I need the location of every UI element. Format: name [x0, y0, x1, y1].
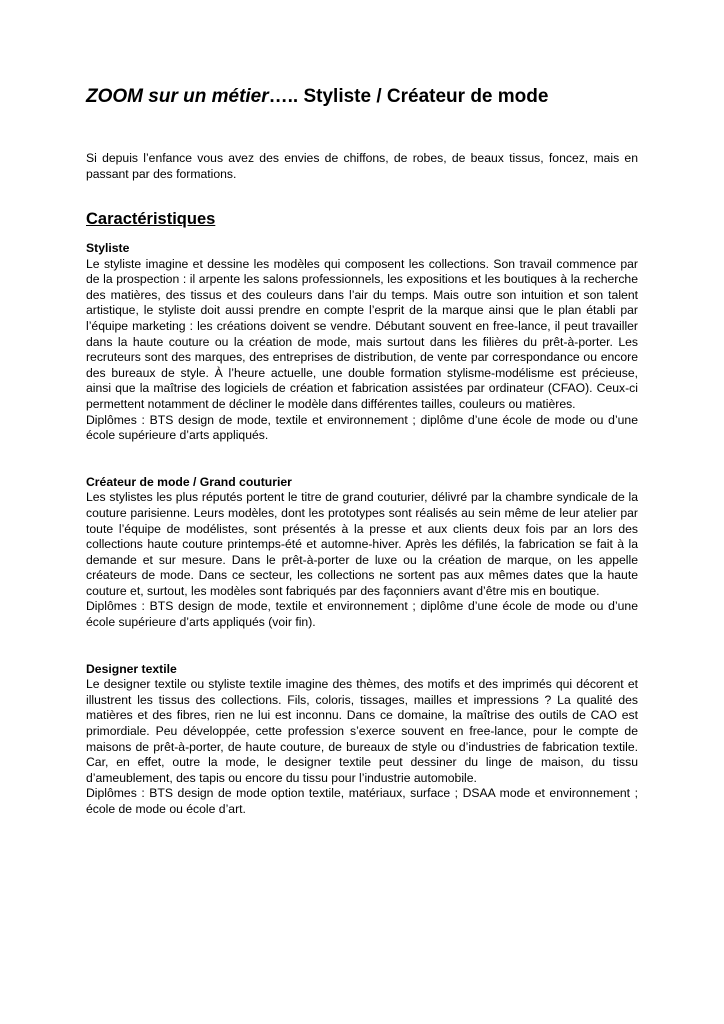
document-page: [86, 84, 638, 818]
title-rest: Styliste / Créateur de mode: [298, 86, 549, 107]
subheading-designer-textile: Designer textile: [86, 661, 177, 676]
title-ellipsis: …..: [268, 86, 299, 107]
title-italic: ZOOM sur un métier: [86, 86, 269, 107]
diplomas-styliste: Diplômes : BTS design de mode, textile et environnement ; diplôme d’une école de mode ou d’une école supérieure d’arts appliqués.: [86, 412, 638, 443]
body-createur: Les stylistes les plus réputés portent le titre de grand couturier, délivré par la chambre syndicale de la couture parisienne. Leurs modèles, dont les prototypes sont réalisés au sein même de leur atelier par toute l’équipe de modélistes, sont présentés à la presse et aux clients deux fois par an lors des collections haute couture printemps-été et automne-hiver. Après les défilés, la fabrication se fait à la demande et sur mesure. Dans le prêt-à-porter de luxe ou la création de marque, on les appelle créateurs de mode. Dans ce secteur, les collections ne sortent pas aux mêmes dates que la haute couture et, surtout, les modèles sont fabriqués par des façonniers avant d’être mis en boutique.: [86, 490, 638, 598]
diplomas-createur: Diplômes : BTS design de mode, textile et environnement ; diplôme d’une école de mode ou d’une école supérieure d’arts appliqués (voir fin).: [86, 599, 638, 630]
intro-paragraph: Si depuis l’enfance vous avez des envies de chiffons, de robes, de beaux tissus, foncez, mais en passant par des formations.: [86, 151, 638, 181]
section-designer-textile: [86, 662, 638, 818]
section-heading: Caractéristiques: [86, 210, 216, 228]
section-styliste: [86, 241, 638, 444]
section-createur: [86, 475, 638, 631]
diplomas-designer-textile: Diplômes : BTS design de mode option textile, matériaux, surface ; DSAA mode et environnement ; école de mode ou école d’art.: [86, 786, 638, 816]
page-title: [86, 84, 638, 110]
body-styliste: Le styliste imagine et dessine les modèles qui composent les collections. Son travail commence par de la prospection : il arpente les salons professionnels, les expositions et les boutiques à la recherche des matières, des tissus et des couleurs dans l’air du temps. Mais outre son intuition et son talent artistique, le styliste doit aussi prendre en compte l’esprit de la marque ainsi que le plan établi par l’équipe marketing : les créations doivent se vendre. Débutant souvent en free-lance, il peut travailler dans la haute couture ou la création de mode, mais surtout dans les filières du prêt-à-porter. Les recruteurs sont des marques, des entreprises de distribution, de vente par correspondance ou encore des bureaux de style. À l’heure actuelle, une double formation stylisme-modélisme est précieuse, ainsi que la maîtrise des logiciels de création et fabrication assistées par ordinateur (CFAO). Ceux-ci permettent notamment de décliner le modèle dans différentes tailles, couleurs ou matières.: [86, 256, 638, 411]
subheading-styliste: Styliste: [86, 241, 130, 255]
body-designer-textile: Le designer textile ou styliste textile imagine des thèmes, des motifs et des imprimés qui décorent et illustrent les tissus des collections. Fils, coloris, tissages, mailles et impressions ? La qualité des matières et des fibres, rien ne lui est inconnu. Dans ce domaine, la maîtrise des outils de CAO est primordiale. Peu développée, cette profession s’exerce souvent en free-lance, pour le compte de maisons de prêt-à-porter, de haute couture, de bureaux de style ou d’industries de fabrication textile. Car, en effet, outre la mode, le designer textile peut dessiner du linge de maison, du tissu d’ameublement, des tapis ou encore du tissu pour l’industrie automobile.: [86, 677, 638, 785]
subheading-createur: Créateur de mode / Grand couturier: [86, 474, 292, 489]
